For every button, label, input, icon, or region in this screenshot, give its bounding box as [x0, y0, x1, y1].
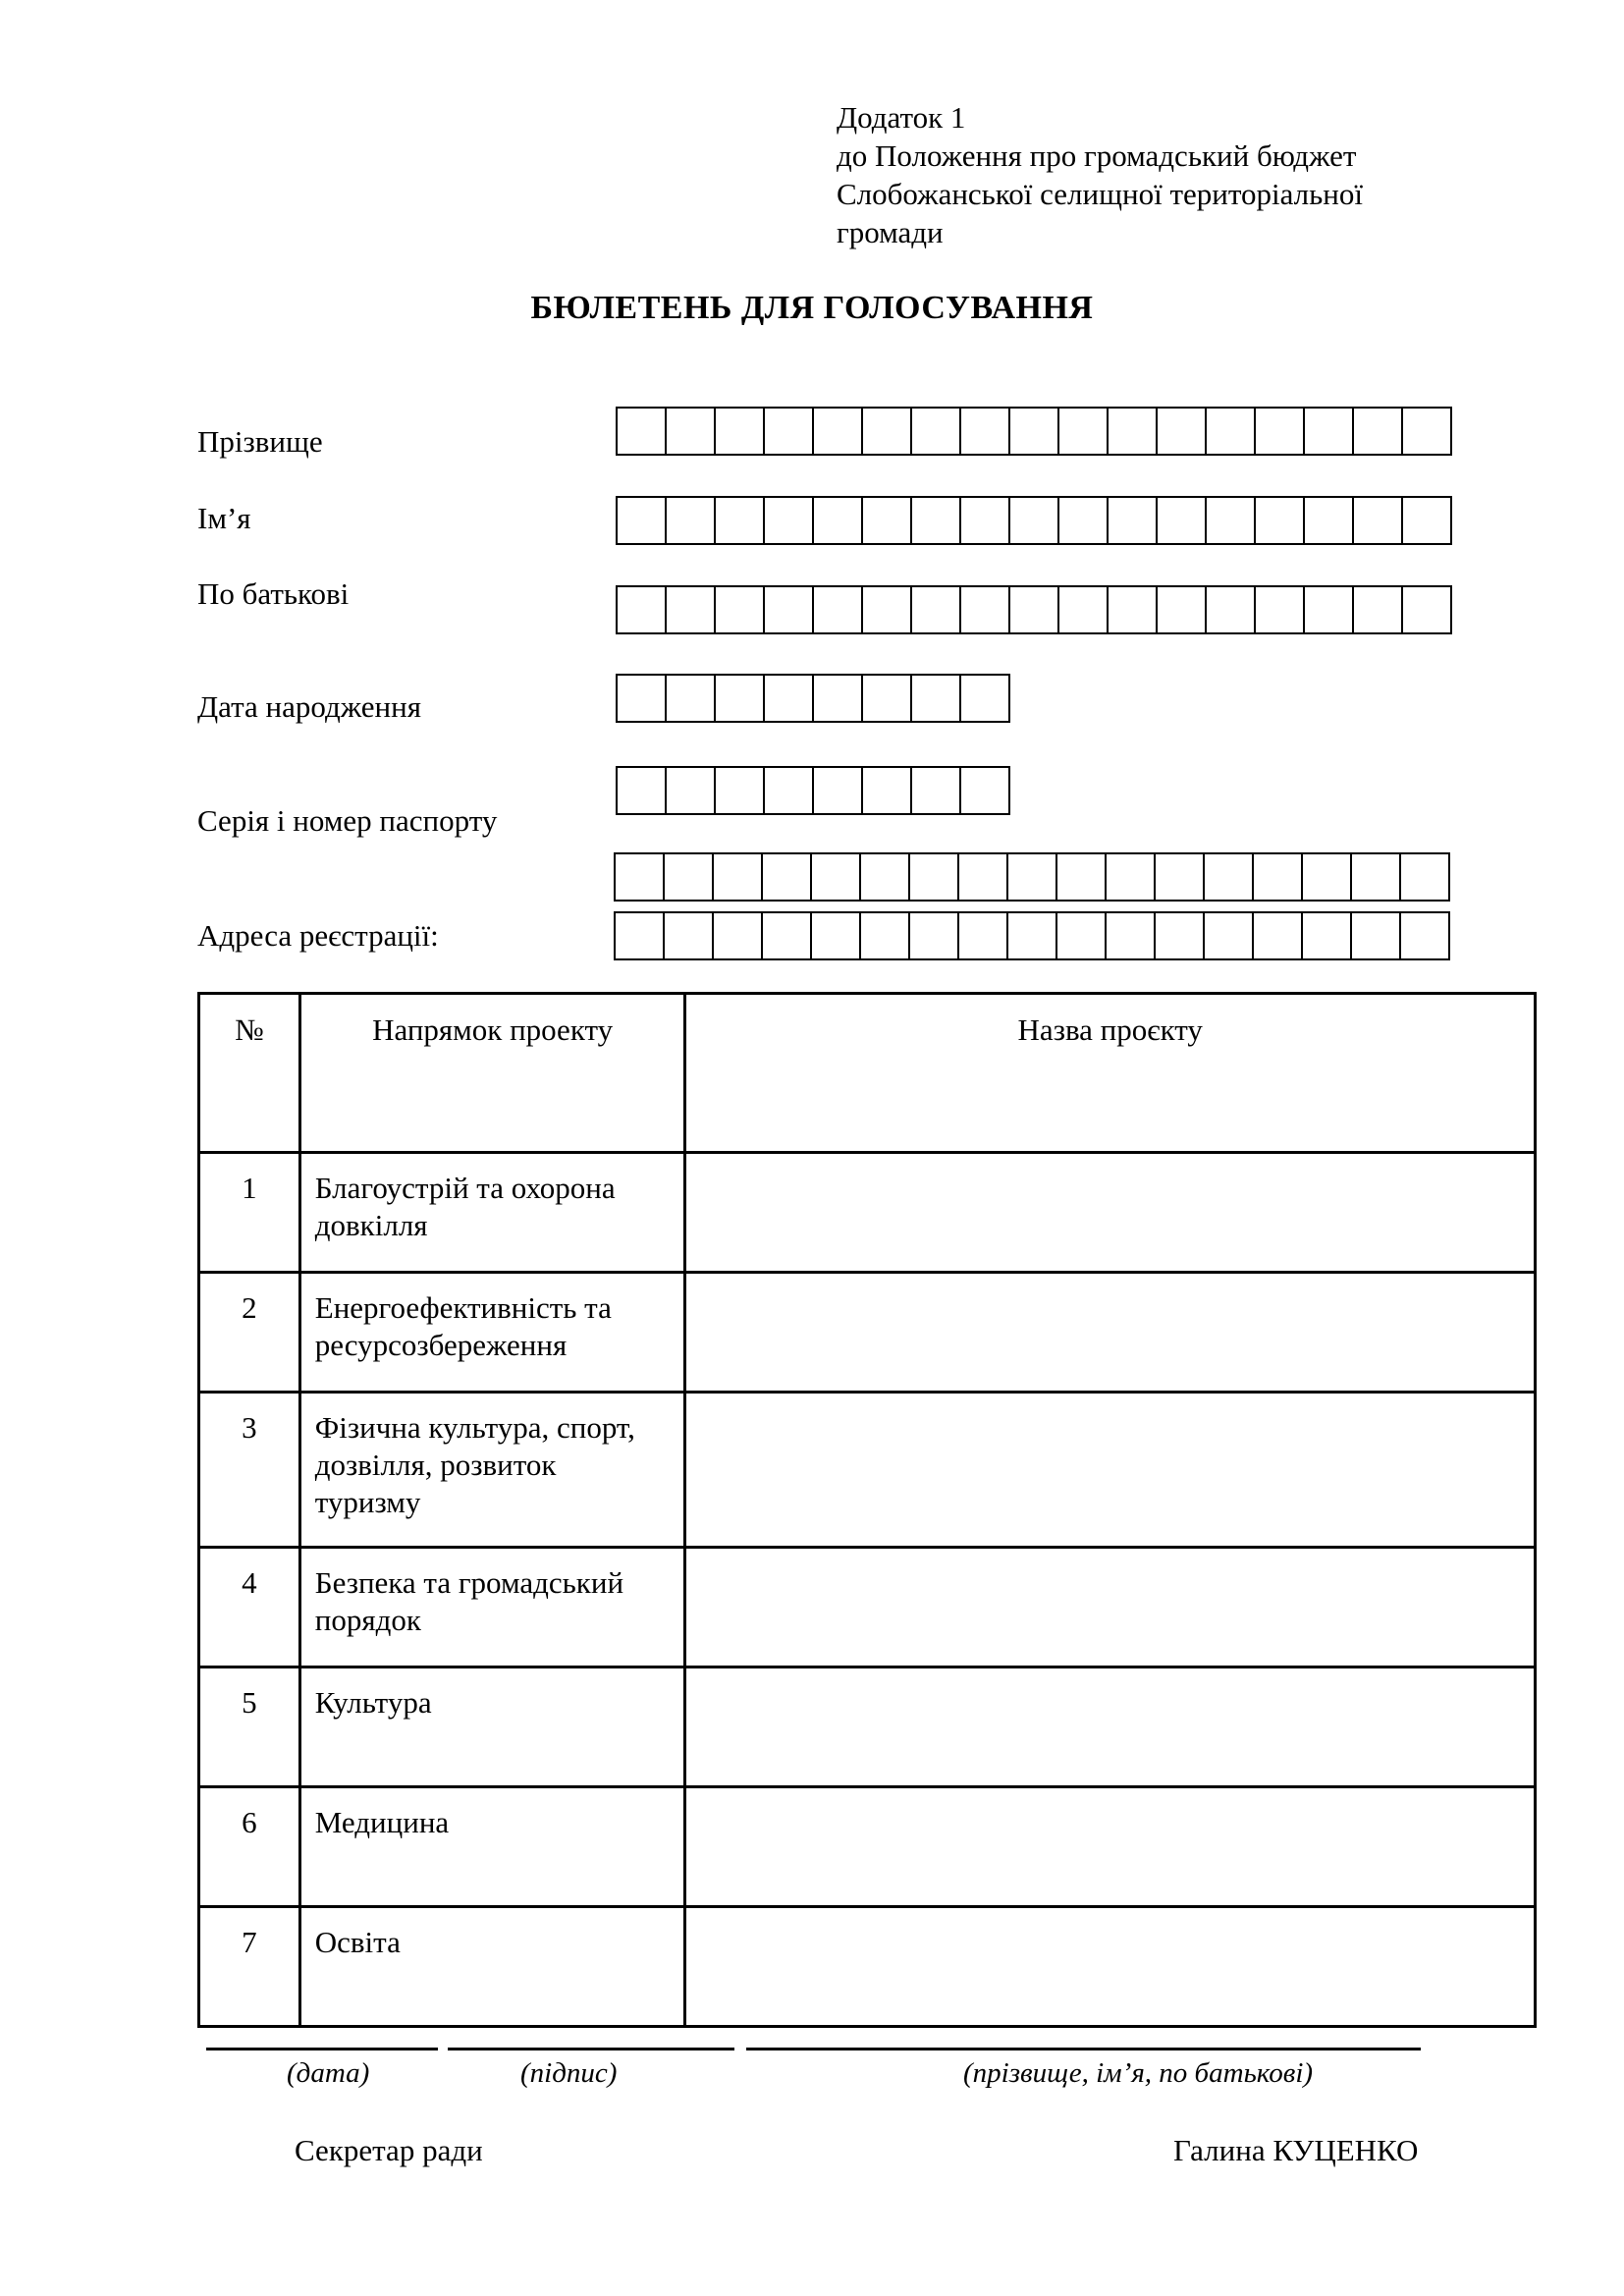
letter-box[interactable] [959, 766, 1010, 815]
letter-box[interactable] [861, 766, 912, 815]
page-title: БЮЛЕТЕНЬ ДЛЯ ГОЛОСУВАННЯ [530, 290, 1094, 326]
header-project-name: Назва проєкту [685, 994, 1536, 1153]
letter-box[interactable] [614, 911, 665, 960]
letter-box[interactable] [1156, 496, 1207, 545]
direction-line: ресурсозбереження [314, 1328, 568, 1362]
direction-line: туризму [314, 1485, 421, 1519]
row-number: 6 [199, 1787, 300, 1907]
letter-box[interactable] [910, 496, 961, 545]
letter-box[interactable] [1399, 852, 1450, 902]
direction-line: Енергоефективність та [314, 1290, 612, 1325]
row-number: 7 [199, 1907, 300, 2027]
secretary-label: Секретар ради [295, 2133, 483, 2167]
letter-box[interactable] [665, 585, 716, 634]
project-name-cell[interactable] [685, 1907, 1536, 2027]
letter-box[interactable] [861, 496, 912, 545]
letter-box[interactable] [1105, 911, 1156, 960]
table-row [199, 1273, 1536, 1393]
letter-box[interactable] [1350, 911, 1401, 960]
letter-box[interactable] [1156, 585, 1207, 634]
letter-box[interactable] [663, 911, 714, 960]
letter-box[interactable] [957, 852, 1008, 902]
direction-line: Культура [314, 1685, 432, 1720]
letter-box[interactable] [1105, 852, 1156, 902]
letter-box[interactable] [616, 407, 667, 456]
letter-box[interactable] [712, 852, 763, 902]
letter-box[interactable] [959, 674, 1010, 723]
header-direction: Напрямок проекту [299, 994, 685, 1153]
project-name-cell[interactable] [685, 1787, 1536, 1907]
table-row [199, 1667, 1536, 1787]
row-direction [299, 1273, 685, 1393]
patronymic-label: По батькові [197, 576, 350, 611]
letter-box[interactable] [859, 852, 910, 902]
letter-box[interactable] [714, 496, 765, 545]
letter-box[interactable] [714, 407, 765, 456]
letter-box[interactable] [1056, 852, 1107, 902]
letter-box[interactable] [1203, 911, 1254, 960]
letter-box[interactable] [1107, 407, 1158, 456]
row-direction [299, 1787, 685, 1907]
letter-box[interactable] [1303, 585, 1354, 634]
letter-box[interactable] [616, 496, 667, 545]
letter-box[interactable] [812, 766, 863, 815]
letter-box[interactable] [959, 585, 1010, 634]
letter-box[interactable] [1401, 585, 1452, 634]
patronymic-boxes[interactable] [616, 585, 1452, 634]
signature-line[interactable] [448, 2048, 734, 2050]
row-direction [299, 1393, 685, 1548]
letter-box[interactable] [1254, 585, 1305, 634]
table-row [199, 1787, 1536, 1907]
row-direction [299, 1153, 685, 1273]
letter-box[interactable] [665, 407, 716, 456]
letter-box[interactable] [614, 852, 665, 902]
letter-box[interactable] [812, 496, 863, 545]
birth-date-label: Дата народження [197, 689, 421, 724]
full-name-line[interactable] [746, 2048, 1421, 2050]
letter-box[interactable] [1057, 585, 1109, 634]
letter-box[interactable] [761, 911, 812, 960]
direction-line: дозвілля, розвиток [314, 1448, 557, 1482]
letter-box[interactable] [810, 911, 861, 960]
project-name-cell[interactable] [685, 1548, 1536, 1667]
direction-line: Освіта [314, 1925, 401, 1959]
surname-boxes[interactable] [616, 407, 1452, 456]
row-direction [299, 1548, 685, 1667]
letter-box[interactable] [812, 407, 863, 456]
signature-caption: (підпис) [520, 2057, 618, 2089]
letter-box[interactable] [812, 585, 863, 634]
table-row [199, 1153, 1536, 1273]
letter-box[interactable] [861, 585, 912, 634]
table-header-row [199, 994, 1536, 1153]
letter-box[interactable] [1008, 407, 1059, 456]
table-row [199, 1548, 1536, 1667]
letter-box[interactable] [763, 674, 814, 723]
letter-box[interactable] [908, 852, 959, 902]
date-caption: (дата) [287, 2057, 370, 2089]
letter-box[interactable] [761, 852, 812, 902]
letter-box[interactable] [1154, 911, 1205, 960]
letter-box[interactable] [616, 766, 667, 815]
letter-box[interactable] [1401, 407, 1452, 456]
direction-line: довкілля [314, 1208, 428, 1242]
project-name-cell[interactable] [685, 1667, 1536, 1787]
direction-line: порядок [314, 1603, 421, 1637]
row-direction [299, 1907, 685, 2027]
direction-line: Безпека та громадський [314, 1565, 624, 1600]
letter-box[interactable] [1252, 852, 1303, 902]
letter-box[interactable] [908, 911, 959, 960]
letter-box[interactable] [910, 674, 961, 723]
letter-box[interactable] [1057, 496, 1109, 545]
letter-box[interactable] [1350, 852, 1401, 902]
full-name-caption: (прізвище, ім’я, по батькові) [963, 2057, 1314, 2089]
date-line[interactable] [206, 2048, 438, 2050]
row-number: 5 [199, 1667, 300, 1787]
passport-boxes[interactable] [616, 766, 1010, 815]
annex-line-1: Додаток 1 [837, 100, 966, 135]
birth-date-boxes[interactable] [616, 674, 1010, 723]
direction-line: Медицина [314, 1805, 450, 1839]
name-label: Ім’я [197, 501, 251, 535]
annex-line-3: Слобожанської селищної територіальної [837, 177, 1363, 211]
secretary-name: Галина КУЦЕНКО [1173, 2133, 1419, 2167]
letter-box[interactable] [1156, 407, 1207, 456]
letter-box[interactable] [1107, 496, 1158, 545]
letter-box[interactable] [861, 407, 912, 456]
direction-line: Благоустрій та охорона [314, 1171, 616, 1205]
letter-box[interactable] [1254, 496, 1305, 545]
annex-block [837, 98, 1363, 251]
annex-line-2: до Положення про громадський бюджет [837, 138, 1357, 173]
letter-box[interactable] [763, 407, 814, 456]
letter-box[interactable] [665, 674, 716, 723]
letter-box[interactable] [1056, 911, 1107, 960]
letter-box[interactable] [1154, 852, 1205, 902]
letter-box[interactable] [959, 496, 1010, 545]
project-name-cell[interactable] [685, 1393, 1536, 1548]
letter-box[interactable] [1254, 407, 1305, 456]
letter-box[interactable] [665, 496, 716, 545]
project-name-cell[interactable] [685, 1273, 1536, 1393]
letter-box[interactable] [1006, 852, 1057, 902]
letter-box[interactable] [1203, 852, 1254, 902]
address-boxes-row-1[interactable] [614, 852, 1450, 902]
letter-box[interactable] [763, 496, 814, 545]
letter-box[interactable] [712, 911, 763, 960]
letter-box[interactable] [1303, 496, 1354, 545]
letter-box[interactable] [810, 852, 861, 902]
letter-box[interactable] [663, 852, 714, 902]
direction-line: Фізична культура, спорт, [314, 1410, 635, 1445]
letter-box[interactable] [1205, 407, 1256, 456]
letter-box[interactable] [616, 674, 667, 723]
address-boxes-row-2[interactable] [614, 911, 1450, 960]
row-direction [299, 1667, 685, 1787]
letter-box[interactable] [959, 407, 1010, 456]
letter-box[interactable] [1301, 852, 1352, 902]
letter-box[interactable] [1352, 496, 1403, 545]
letter-box[interactable] [714, 766, 765, 815]
surname-label: Прізвище [197, 424, 323, 459]
letter-box[interactable] [957, 911, 1008, 960]
letter-box[interactable] [714, 674, 765, 723]
letter-box[interactable] [910, 407, 961, 456]
row-number: 1 [199, 1153, 300, 1273]
letter-box[interactable] [1057, 407, 1109, 456]
letter-box[interactable] [1107, 585, 1158, 634]
letter-box[interactable] [1205, 496, 1256, 545]
letter-box[interactable] [1303, 407, 1354, 456]
letter-box[interactable] [812, 674, 863, 723]
row-number: 4 [199, 1548, 300, 1667]
letter-box[interactable] [1008, 496, 1059, 545]
header-number: № [199, 994, 300, 1153]
letter-box[interactable] [1205, 585, 1256, 634]
letter-box[interactable] [1401, 496, 1452, 545]
row-number: 3 [199, 1393, 300, 1548]
letter-box[interactable] [861, 674, 912, 723]
row-number: 2 [199, 1273, 300, 1393]
letter-box[interactable] [1352, 585, 1403, 634]
letter-box[interactable] [714, 585, 765, 634]
letter-box[interactable] [1252, 911, 1303, 960]
annex-line-4: громади [837, 215, 944, 249]
passport-label: Серія і номер паспорту [197, 803, 498, 838]
letter-box[interactable] [1399, 911, 1450, 960]
letter-box[interactable] [1008, 585, 1059, 634]
projects-table [197, 992, 1537, 2028]
letter-box[interactable] [763, 766, 814, 815]
letter-box[interactable] [665, 766, 716, 815]
address-label: Адреса реєстрації: [197, 918, 439, 953]
letter-box[interactable] [616, 585, 667, 634]
letter-box[interactable] [1006, 911, 1057, 960]
letter-box[interactable] [763, 585, 814, 634]
letter-box[interactable] [859, 911, 910, 960]
letter-box[interactable] [1301, 911, 1352, 960]
letter-box[interactable] [910, 585, 961, 634]
table-row [199, 1907, 1536, 2027]
name-boxes[interactable] [616, 496, 1452, 545]
table-row [199, 1393, 1536, 1548]
project-name-cell[interactable] [685, 1153, 1536, 1273]
letter-box[interactable] [910, 766, 961, 815]
letter-box[interactable] [1352, 407, 1403, 456]
